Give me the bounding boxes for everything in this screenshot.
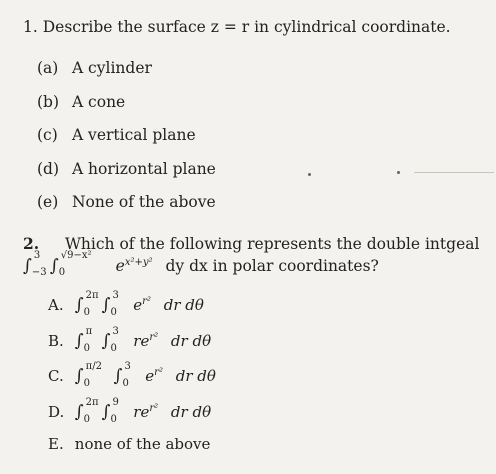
option-text: A cone [71,92,126,111]
q2-option-d[interactable]: D. ∫ 2π 0 ∫ 9 0 $re^{r^2}$ dr dθ [48,398,216,434]
question-number: 2. [23,234,40,253]
inner-upper: 3 [112,290,119,301]
inner-lower-limit: 0 [58,267,66,278]
outer-limits [31,250,50,278]
divider-line [414,172,494,173]
option-text: A cylinder [71,59,152,77]
option-letter: E. [48,435,64,453]
differential: dr dθ [170,402,212,421]
inner-lower: 0 [122,378,129,389]
outer-lower: 0 [83,413,91,425]
outer-lower: 0 [83,342,91,354]
option-letter: (a) [37,59,59,77]
integrand: $re^{r^2}$ [133,331,159,350]
q2-option-a[interactable]: A. ∫ 2π 0 ∫ 3 0 $e^{r^2}$ dr dθ [48,291,216,327]
integrand: $e^{r^2}$ [145,367,163,385]
question-1-stem: 1. Describe the surface z = r in cylindrical coordinate. [23,18,451,36]
question-2-text: Which of the following represents the double intgeal [65,235,480,253]
option-letter: (b) [37,92,60,111]
option-text: A vertical plane [71,126,196,144]
integrand: $e^{x^2+y^2}$ [115,256,153,275]
integrand: $e^{r^2}$ [133,296,151,314]
question-1-options [37,58,216,226]
option-text: A horizontal plane [71,159,216,178]
ink-dot [397,171,400,174]
q1-option-c[interactable] [37,125,216,159]
inner-lower: 0 [110,342,117,354]
inner-upper: 3 [124,361,131,372]
option-letter: (c) [37,126,58,144]
outer-lower-limit: −3 [31,267,47,278]
inner-lower: 0 [110,413,117,425]
option-letter: (d) [37,159,60,178]
q1-option-a[interactable] [37,58,216,92]
option-text: None of the above [71,193,216,211]
q1-option-d[interactable] [37,159,216,193]
inner-lower: 0 [110,307,117,318]
inner-limits [58,250,111,278]
differential: dr dθ [163,296,204,314]
outer-upper: π [85,325,93,337]
option-letter: C. [48,367,64,385]
outer-lower: 0 [83,307,91,318]
inner-upper-limit: √9−x² [60,250,92,261]
outer-upper-limit: 3 [33,250,41,261]
outer-lower: 0 [83,378,91,389]
option-letter: A. [48,296,64,314]
option-letter: B. [48,331,64,350]
differential: dr dθ [175,367,216,385]
option-letter: D. [48,402,65,421]
q2-option-e[interactable] [48,433,216,469]
outer-upper: 2π [85,396,99,408]
integral-sign: ∫ [23,256,32,276]
q1-option-b[interactable] [37,92,216,126]
option-letter: (e) [37,193,59,211]
question-2-integral [23,250,379,278]
integrand: $re^{r^2}$ [133,402,159,421]
q1-option-e[interactable] [37,192,216,226]
outer-upper: π/2 [85,361,102,372]
inner-upper: 3 [112,325,119,337]
option-text: none of the above [74,435,211,453]
differential: dr dθ [170,331,212,350]
outer-upper: 2π [85,290,99,301]
question-2-options [48,291,216,469]
integral-sign: ∫ [49,256,59,276]
inner-upper: 9 [112,396,119,408]
q2-option-c[interactable]: C. ∫ π/2 0 ∫ 3 0 $e^{r^2}$ dr dθ [48,362,216,398]
question-2-text-2: dy dx in polar coordinates? [165,257,379,275]
ink-dot [308,173,311,176]
q2-option-b[interactable]: B. ∫ π 0 ∫ 3 0 $re^{r^2}$ dr dθ [48,327,216,363]
